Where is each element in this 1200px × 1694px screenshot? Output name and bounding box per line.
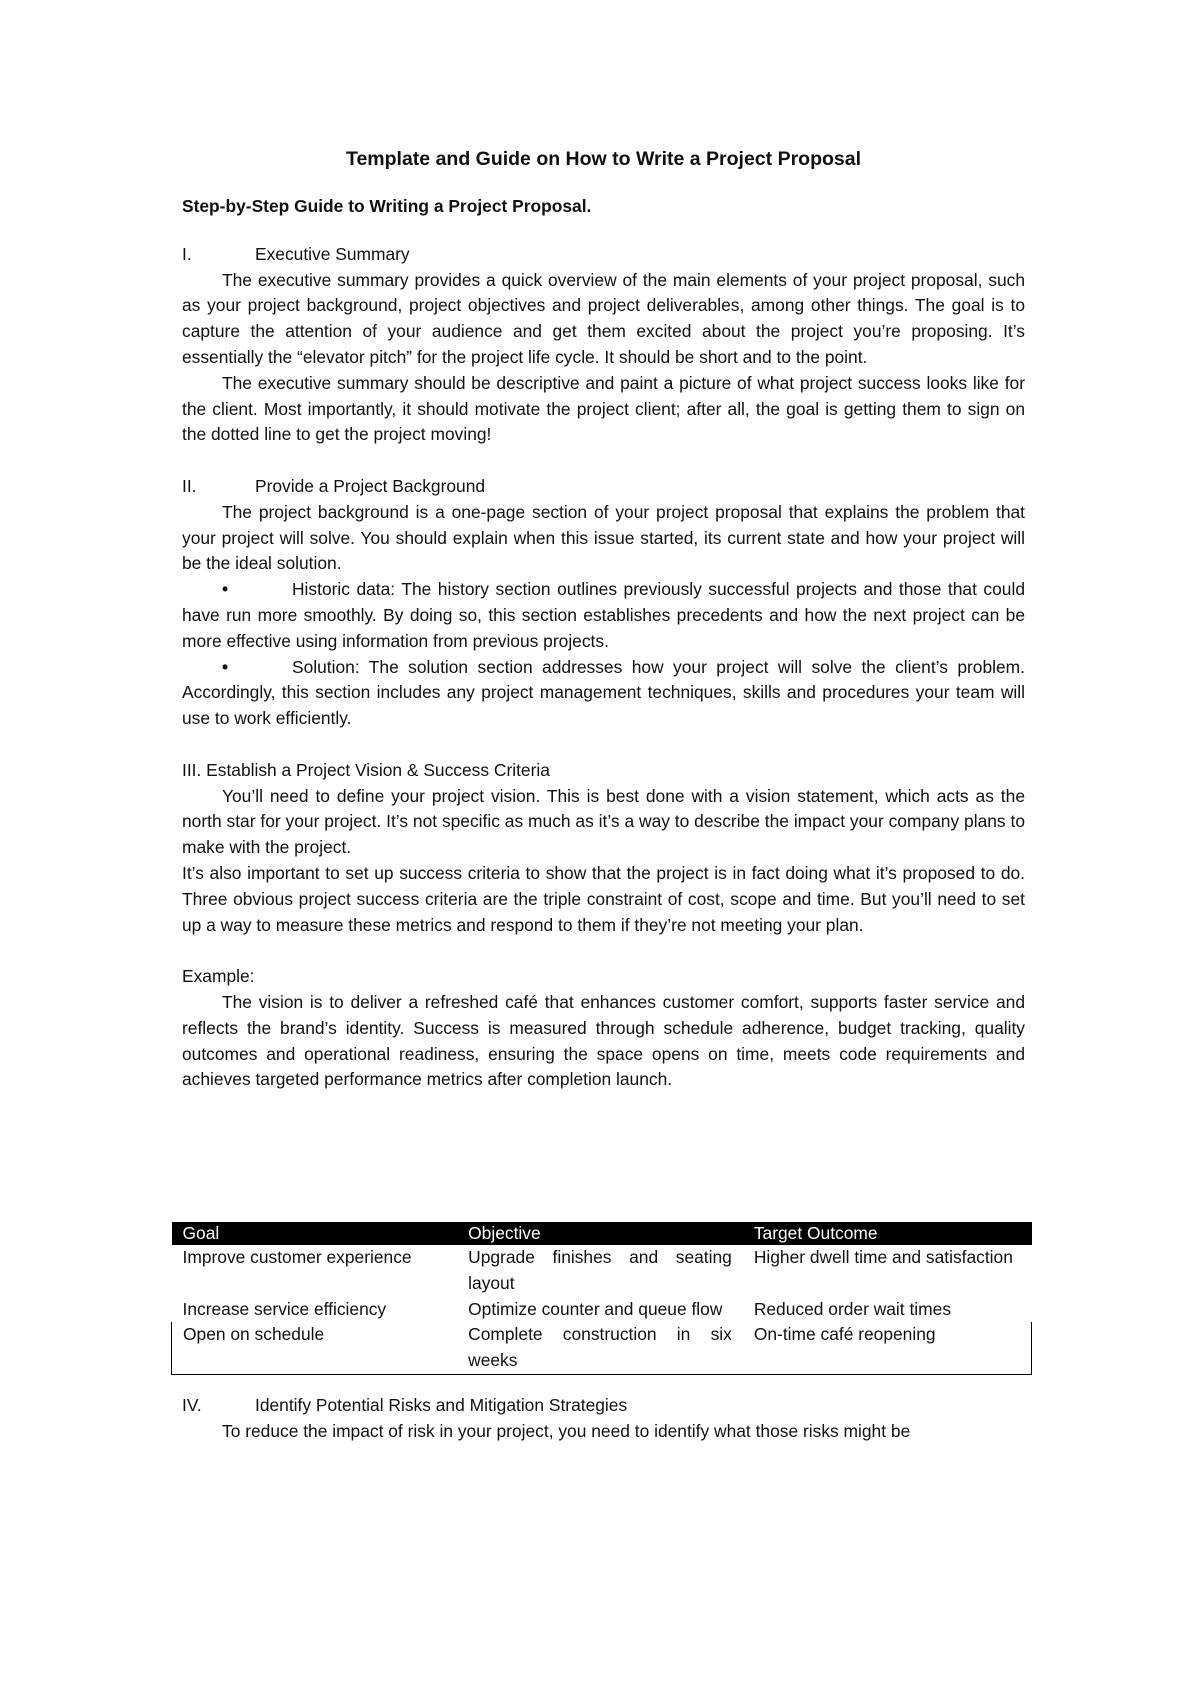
section-number: II. xyxy=(182,475,197,496)
table-cell: Increase service efficiency xyxy=(182,1298,387,1319)
section-heading-project-background xyxy=(182,474,1025,500)
section-heading-risks xyxy=(182,1393,1025,1419)
section-title: Provide a Project Background xyxy=(255,475,486,496)
section-number: I. xyxy=(182,243,192,264)
section-number: IV. xyxy=(182,1395,202,1416)
bullet-item-historic-data xyxy=(182,577,1025,654)
paragraph: You’ll need to define your project vision. This is best done with a vision statement, which acts as the north star for your project. It’s not specific as much as it’s a way to describe the impact your company plans to make with the project. xyxy=(182,785,1025,858)
goals-table xyxy=(171,1222,1032,1375)
guide-heading: Step-by-Step Guide to Writing a Project Proposal. xyxy=(182,196,592,216)
table-header-target-outcome: Target Outcome xyxy=(743,1222,1032,1245)
table-cell: Open on schedule xyxy=(172,1322,458,1374)
table-row xyxy=(172,1245,1032,1297)
spacer xyxy=(182,732,1025,758)
bullet-text: Historic data: The history section outlines previously successful projects and those that could have run more smoothly. By doing so, this section establishes precedents and how the next project can be more effective using information from previous projects. xyxy=(182,579,1025,651)
example-paragraph: The vision is to deliver a refreshed café that enhances customer comfort, supports faster service and reflects the brand’s identity. Success is measured through schedule adherence, budget tracking, quality outcomes and operational readiness, ensuring the space opens on time, meets code requirements and achieves targeted performance metrics after completion launch. xyxy=(182,991,1025,1090)
table-cell: Optimize counter and queue flow xyxy=(468,1298,723,1319)
spacer xyxy=(182,1375,1025,1393)
table-cell: Higher dwell time and satisfaction xyxy=(753,1247,1013,1268)
table-cell: On-time café reopening xyxy=(743,1322,1032,1374)
table-row xyxy=(172,1297,1032,1323)
bullet-item-solution xyxy=(182,655,1025,732)
table-cell: Reduced order wait times xyxy=(753,1298,952,1319)
section-title: Executive Summary xyxy=(255,243,410,264)
table-cell: Improve customer experience xyxy=(182,1247,412,1268)
paragraph: The executive summary should be descriptive and paint a picture of what project success looks like for the client. Most importantly, it should motivate the project client; after all, the goal is getting them to sign on the dotted line to get the project moving! xyxy=(182,372,1025,445)
paragraph: To reduce the impact of risk in your project, you need to identify what those risks might be xyxy=(222,1420,911,1441)
document-title: Template and Guide on How to Write a Project Proposal xyxy=(345,148,862,170)
spacer xyxy=(182,1093,1025,1222)
paragraph: The project background is a one-page section of your project proposal that explains the problem that your project will solve. You should explain when this issue started, its current state and how your project will be the ideal solution. xyxy=(182,501,1025,574)
spacer xyxy=(182,448,1025,474)
document-body xyxy=(182,146,1025,1445)
table-header-row xyxy=(172,1222,1032,1245)
table-cell: Complete construction in six weeks xyxy=(457,1322,743,1374)
table-row xyxy=(172,1322,1032,1374)
bullet-text: Solution: The solution section addresses how your project will solve the client’s problem. Accordingly, this section includes any project management techniques, skills and procedures your team will use to work efficiently. xyxy=(182,656,1025,729)
section-heading-executive-summary xyxy=(182,242,1025,268)
table-header-goal: Goal xyxy=(172,1222,458,1245)
paragraph: It’s also important to set up success criteria to show that the project is in fact doing what it’s proposed to do. Three obvious project success criteria are the triple constraint of cost, scope and time. But you’ll need to set up a way to measure these metrics and respond to them if they’re not meeting your plan. xyxy=(182,862,1025,935)
bullet-icon: • xyxy=(222,656,229,677)
section-title: Identify Potential Risks and Mitigation Strategies xyxy=(255,1395,628,1416)
bullet-icon: • xyxy=(222,579,229,600)
section-heading-vision xyxy=(182,758,1025,784)
table-cell: Upgrade finishes and seating layout xyxy=(468,1247,732,1293)
paragraph: The executive summary provides a quick overview of the main elements of your project proposal, such as your project background, project objectives and project deliverables, among other things. The goal is to capture the attention of your audience and get them excited about the project you’re proposing. It’s essentially the “elevator pitch” for the project life cycle. It should be short and to the point. xyxy=(182,269,1025,367)
table-header-objective: Objective xyxy=(457,1222,743,1245)
example-label: Example: xyxy=(182,966,255,987)
section-title: III. Establish a Project Vision & Success Criteria xyxy=(182,759,550,780)
spacer xyxy=(182,938,1025,964)
